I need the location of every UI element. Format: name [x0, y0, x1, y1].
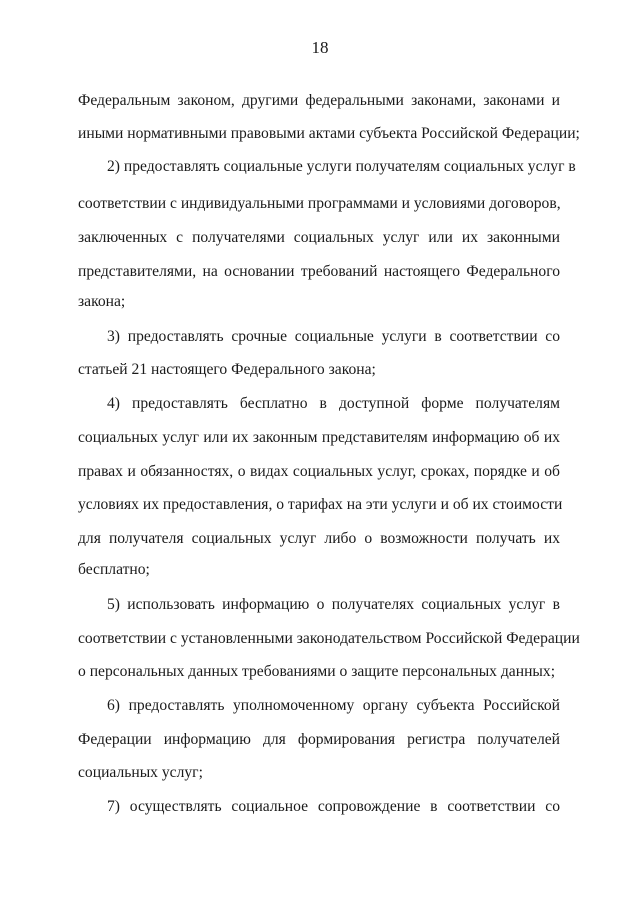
text-line: соответствии с установленными законодательством Российской Федерации — [78, 630, 580, 647]
paragraph-3-start: 3) предоставлять срочные социальные услуги в соответствии со — [107, 328, 560, 345]
text-line: бесплатно; — [78, 561, 150, 578]
text-line: социальных услуг; — [78, 764, 203, 781]
text-line: Федерации информацию для формирования регистра получателей — [78, 731, 560, 748]
text-line: соответствии с индивидуальными программами и условиями договоров, — [78, 195, 561, 212]
text-line: статьей 21 настоящего Федерального закона; — [78, 361, 376, 378]
paragraph-6-start: 6) предоставлять уполномоченному органу субъекта Российской — [107, 697, 560, 714]
text-line: представителями, на основании требований настоящего Федерального — [78, 263, 560, 280]
text-line: правах и обязанностях, о видах социальных услуг, сроках, порядке и об — [78, 463, 560, 480]
text-line: о персональных данных требованиями о защите персональных данных; — [78, 663, 556, 680]
text-line: условиях их предоставления, о тарифах на эти услуги и об их стоимости — [78, 496, 563, 513]
text-line: заключенных с получателями социальных услуг или их законными — [78, 229, 560, 246]
text-line: иными нормативными правовыми актами субъекта Российской Федерации; — [78, 125, 580, 142]
paragraph-4-start: 4) предоставлять бесплатно в доступной форме получателям — [107, 395, 560, 412]
page-number: 18 — [311, 38, 329, 57]
text-line: Федеральным законом, другими федеральными законами, законами и — [78, 92, 560, 109]
paragraph-2-start: 2) предоставлять социальные услуги получателям социальных услуг в — [107, 158, 576, 175]
paragraph-7-start: 7) осуществлять социальное сопровождение в соответствии со — [107, 798, 560, 815]
text-line: социальных услуг или их законным представителям информацию об их — [78, 429, 560, 446]
paragraph-5-start: 5) использовать информацию о получателях социальных услуг в — [107, 596, 560, 613]
text-line: для получателя социальных услуг либо о возможности получать их — [78, 530, 560, 547]
text-line: закона; — [78, 293, 126, 310]
